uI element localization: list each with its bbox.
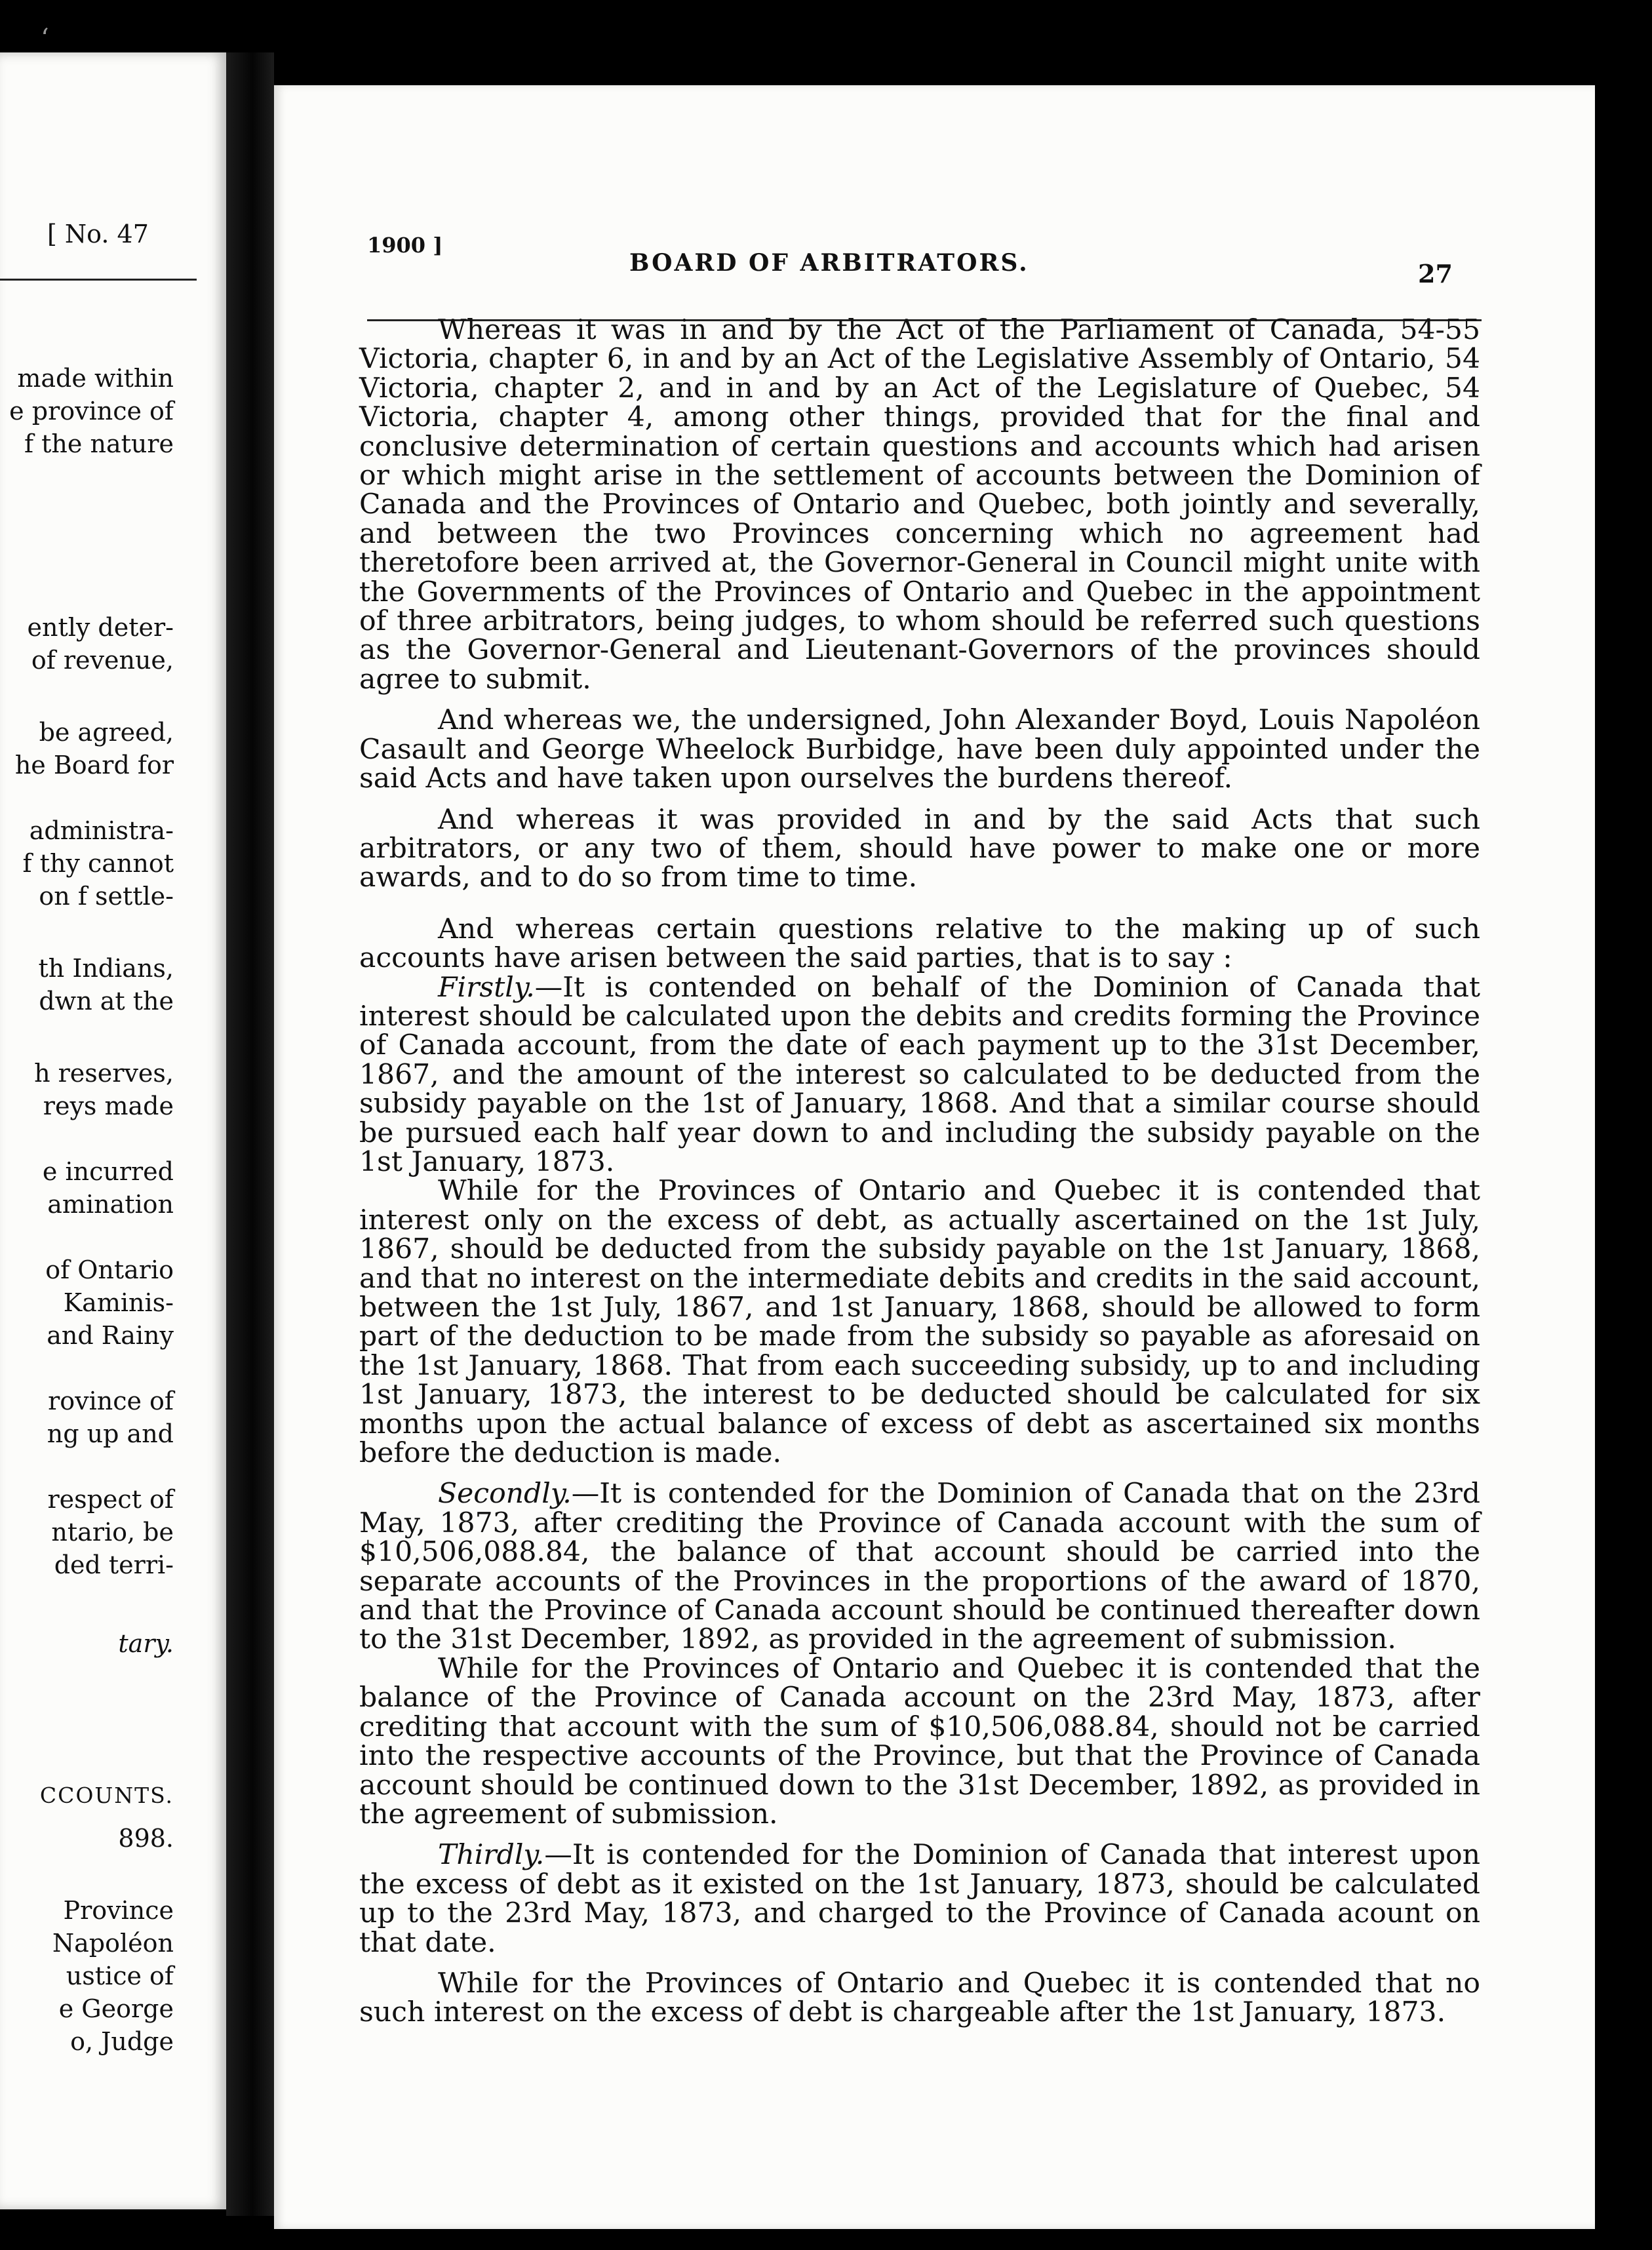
running-head-title: BOARD OF ARBITRATORS. bbox=[629, 249, 1029, 277]
left-fragment-line: and Rainy bbox=[47, 1321, 174, 1350]
corner-mark: ‘ bbox=[41, 24, 49, 54]
left-text-fragments bbox=[0, 52, 226, 2209]
paragraph-lead: Firstly. bbox=[438, 971, 535, 1004]
award-text bbox=[359, 316, 1480, 2028]
paragraph bbox=[359, 316, 1480, 694]
paragraph bbox=[359, 706, 1480, 793]
left-fragment-line: f thy cannot bbox=[22, 849, 174, 878]
left-fragment-line: be agreed, bbox=[39, 718, 174, 747]
left-fragment-line: respect of bbox=[47, 1485, 174, 1514]
left-fragment-line: amination bbox=[47, 1190, 174, 1219]
left-fragment-line: ntario, be bbox=[51, 1518, 174, 1547]
left-fragment-line: ded terri- bbox=[54, 1550, 174, 1579]
paragraph bbox=[359, 971, 1480, 1178]
paragraph-text: And whereas it was provided in and by the said Acts that such arbitrators, or any two of them, should have power to make one or more awards, and to do so from time to time. bbox=[359, 803, 1480, 894]
left-fragment-line: on f settle- bbox=[39, 882, 174, 911]
left-fragment-line: h reserves, bbox=[34, 1059, 174, 1088]
paragraph-lead: Thirdly. bbox=[438, 1839, 545, 1872]
paragraph-text: And whereas we, the undersigned, John Alexander Boyd, Louis Napoléon Casault and George Wheelock Burbidge, have been duly appointed under the said Acts and have taken upon ourselves the burdens thereof. bbox=[359, 704, 1480, 795]
left-fragment-line: 898. bbox=[118, 1824, 174, 1853]
left-page-fragment bbox=[0, 52, 226, 2209]
left-fragment-line: o, Judge bbox=[70, 2027, 174, 2056]
left-fragment-line: ently deter- bbox=[27, 613, 174, 642]
paragraph-text: While for the Provinces of Ontario and Quebec it is contended that the balance of the Province of Canada account on the 23rd May, 1873, after crediting that account with the sum of $10,506,088.84, should not be carried into the respective accounts of the Province, but that the Province of Canada account should be continued down to the 31st December, 1892, as provided in the agreement of submission. bbox=[359, 1652, 1480, 1830]
left-fragment-line: ng up and bbox=[47, 1419, 174, 1448]
paragraph bbox=[359, 803, 1480, 894]
book-gutter bbox=[226, 52, 274, 2216]
running-head-year: 1900 ] bbox=[367, 233, 443, 258]
paragraph-text: And whereas certain questions relative to the making up of such accounts have arisen between the said parties, that is to say : bbox=[359, 913, 1480, 975]
paragraph bbox=[359, 1969, 1480, 2028]
paragraph-text: While for the Provinces of Ontario and Quebec it is contended that interest only on the excess of debt, as actually ascertained on the 1st July, 1867, should be deducted from the subsidy payable on the 1st January, 1868, and that no interest on the intermediate debits and credits in the said account, between the 1st July, 1867, and 1st January, 1868, should be allowed to form part of the deduction to be made from the subsidy so payable as aforesaid on the 1st January, 1868. That from each succeeding subsidy, up to and including 1st January, 1873, the interest to be deducted should be calculated for six months upon the actual balance of excess of debt as ascertained six months before the deduction is made. bbox=[359, 1175, 1480, 1470]
left-fragment-line: Kaminis- bbox=[63, 1288, 174, 1317]
left-fragment-line: ustice of bbox=[66, 1962, 174, 1990]
left-fragment-line: made within bbox=[17, 364, 174, 393]
left-fragment-line: f the nature bbox=[24, 429, 174, 458]
left-fragment-line: e George bbox=[58, 1994, 174, 2023]
paragraph-text: Whereas it was in and by the Act of the Parliament of Canada, 54-55 Victoria, chapter 6, in and by an Act of the Legislative Assembly of Ontario, 54 Victoria, chapter 2, and in and by an Act of the Legislature of Quebec, 54 Victoria, chapter 4, among other things, provided that for the final and conclusive determination of certain questions and accounts which had arisen or which might arise in the settlement of accounts between the Dominion of Canada and the Provinces of Ontario and Quebec, both jointly and severally, and between the two Provinces concerning which no agreement had theretofore been arrived at, the Governor-General in Council might unite with the Governments of the Provinces of Ontario and Quebec in the appointment of three arbitrators, being judges, to whom should be referred such questions as the Governor-General and Lieutenant-Governors of the provinces should agree to submit. bbox=[359, 314, 1480, 696]
left-fragment-line: rovince of bbox=[48, 1387, 174, 1415]
left-fragment-line: he Board for bbox=[14, 751, 174, 780]
paragraph-text: —It is contended for the Dominion of Canada that on the 23rd May, 1873, after crediting the Province of Canada account with the sum of $10,506,088.84, the balance of that account should be carried into the separate accounts of the Provinces in the proportions of the award of 1870, and that the Province of Canada account should be continued thereafter down to the 31st December, 1892, as provided in the agreement of submission. bbox=[359, 1478, 1480, 1656]
left-fragment-line: of Ontario bbox=[45, 1255, 174, 1284]
left-fragment-line: e province of bbox=[9, 397, 174, 425]
right-page bbox=[274, 85, 1595, 2229]
left-fragment-line: of revenue, bbox=[31, 646, 174, 675]
left-fragment-line: CCOUNTS. bbox=[39, 1783, 174, 1808]
page-number: 27 bbox=[1418, 259, 1453, 288]
paragraph-text: —It is contended for the Dominion of Canada that interest upon the excess of debt as it existed on the 1st January, 1873, should be calculated up to the 23rd May, 1873, and charged to the Province of Canada acount on that date. bbox=[359, 1839, 1480, 1959]
left-fragment-line: th Indians, bbox=[38, 954, 174, 983]
left-fragment-line: dwn at the bbox=[39, 987, 174, 1016]
paragraph bbox=[359, 1177, 1480, 1468]
left-page-marker: [ No. 47 bbox=[47, 220, 149, 248]
left-fragment-line: tary. bbox=[118, 1629, 174, 1658]
paragraph-text: —It is contended on behalf of the Dominion of Canada that interest should be calculated upon the debits and credits forming the Province of Canada account, from the date of each payment up to the 31st December, 1867, and the amount of the interest so calculated to be deducted from the subsidy payable on the 1st of January, 1868. And that a similar course should be pursued each half year down to and including the subsidy payable on the 1st January, 1873. bbox=[359, 971, 1480, 1178]
paragraph-lead: Secondly. bbox=[438, 1478, 572, 1510]
paragraph bbox=[359, 1652, 1480, 1830]
paragraph bbox=[359, 1841, 1480, 1958]
left-fragment-line: Province bbox=[63, 1896, 174, 1925]
left-fragment-line: Napoléon bbox=[52, 1929, 174, 1958]
paragraph bbox=[359, 1480, 1480, 1654]
paragraph bbox=[359, 915, 1480, 974]
paragraph-text: While for the Provinces of Ontario and Quebec it is contended that no such interest on the excess of debt is chargeable after the 1st January, 1873. bbox=[359, 1967, 1480, 2029]
left-fragment-line: e incurred bbox=[42, 1157, 174, 1186]
left-fragment-line: administra- bbox=[29, 816, 174, 845]
left-fragment-line: reys made bbox=[43, 1092, 174, 1120]
